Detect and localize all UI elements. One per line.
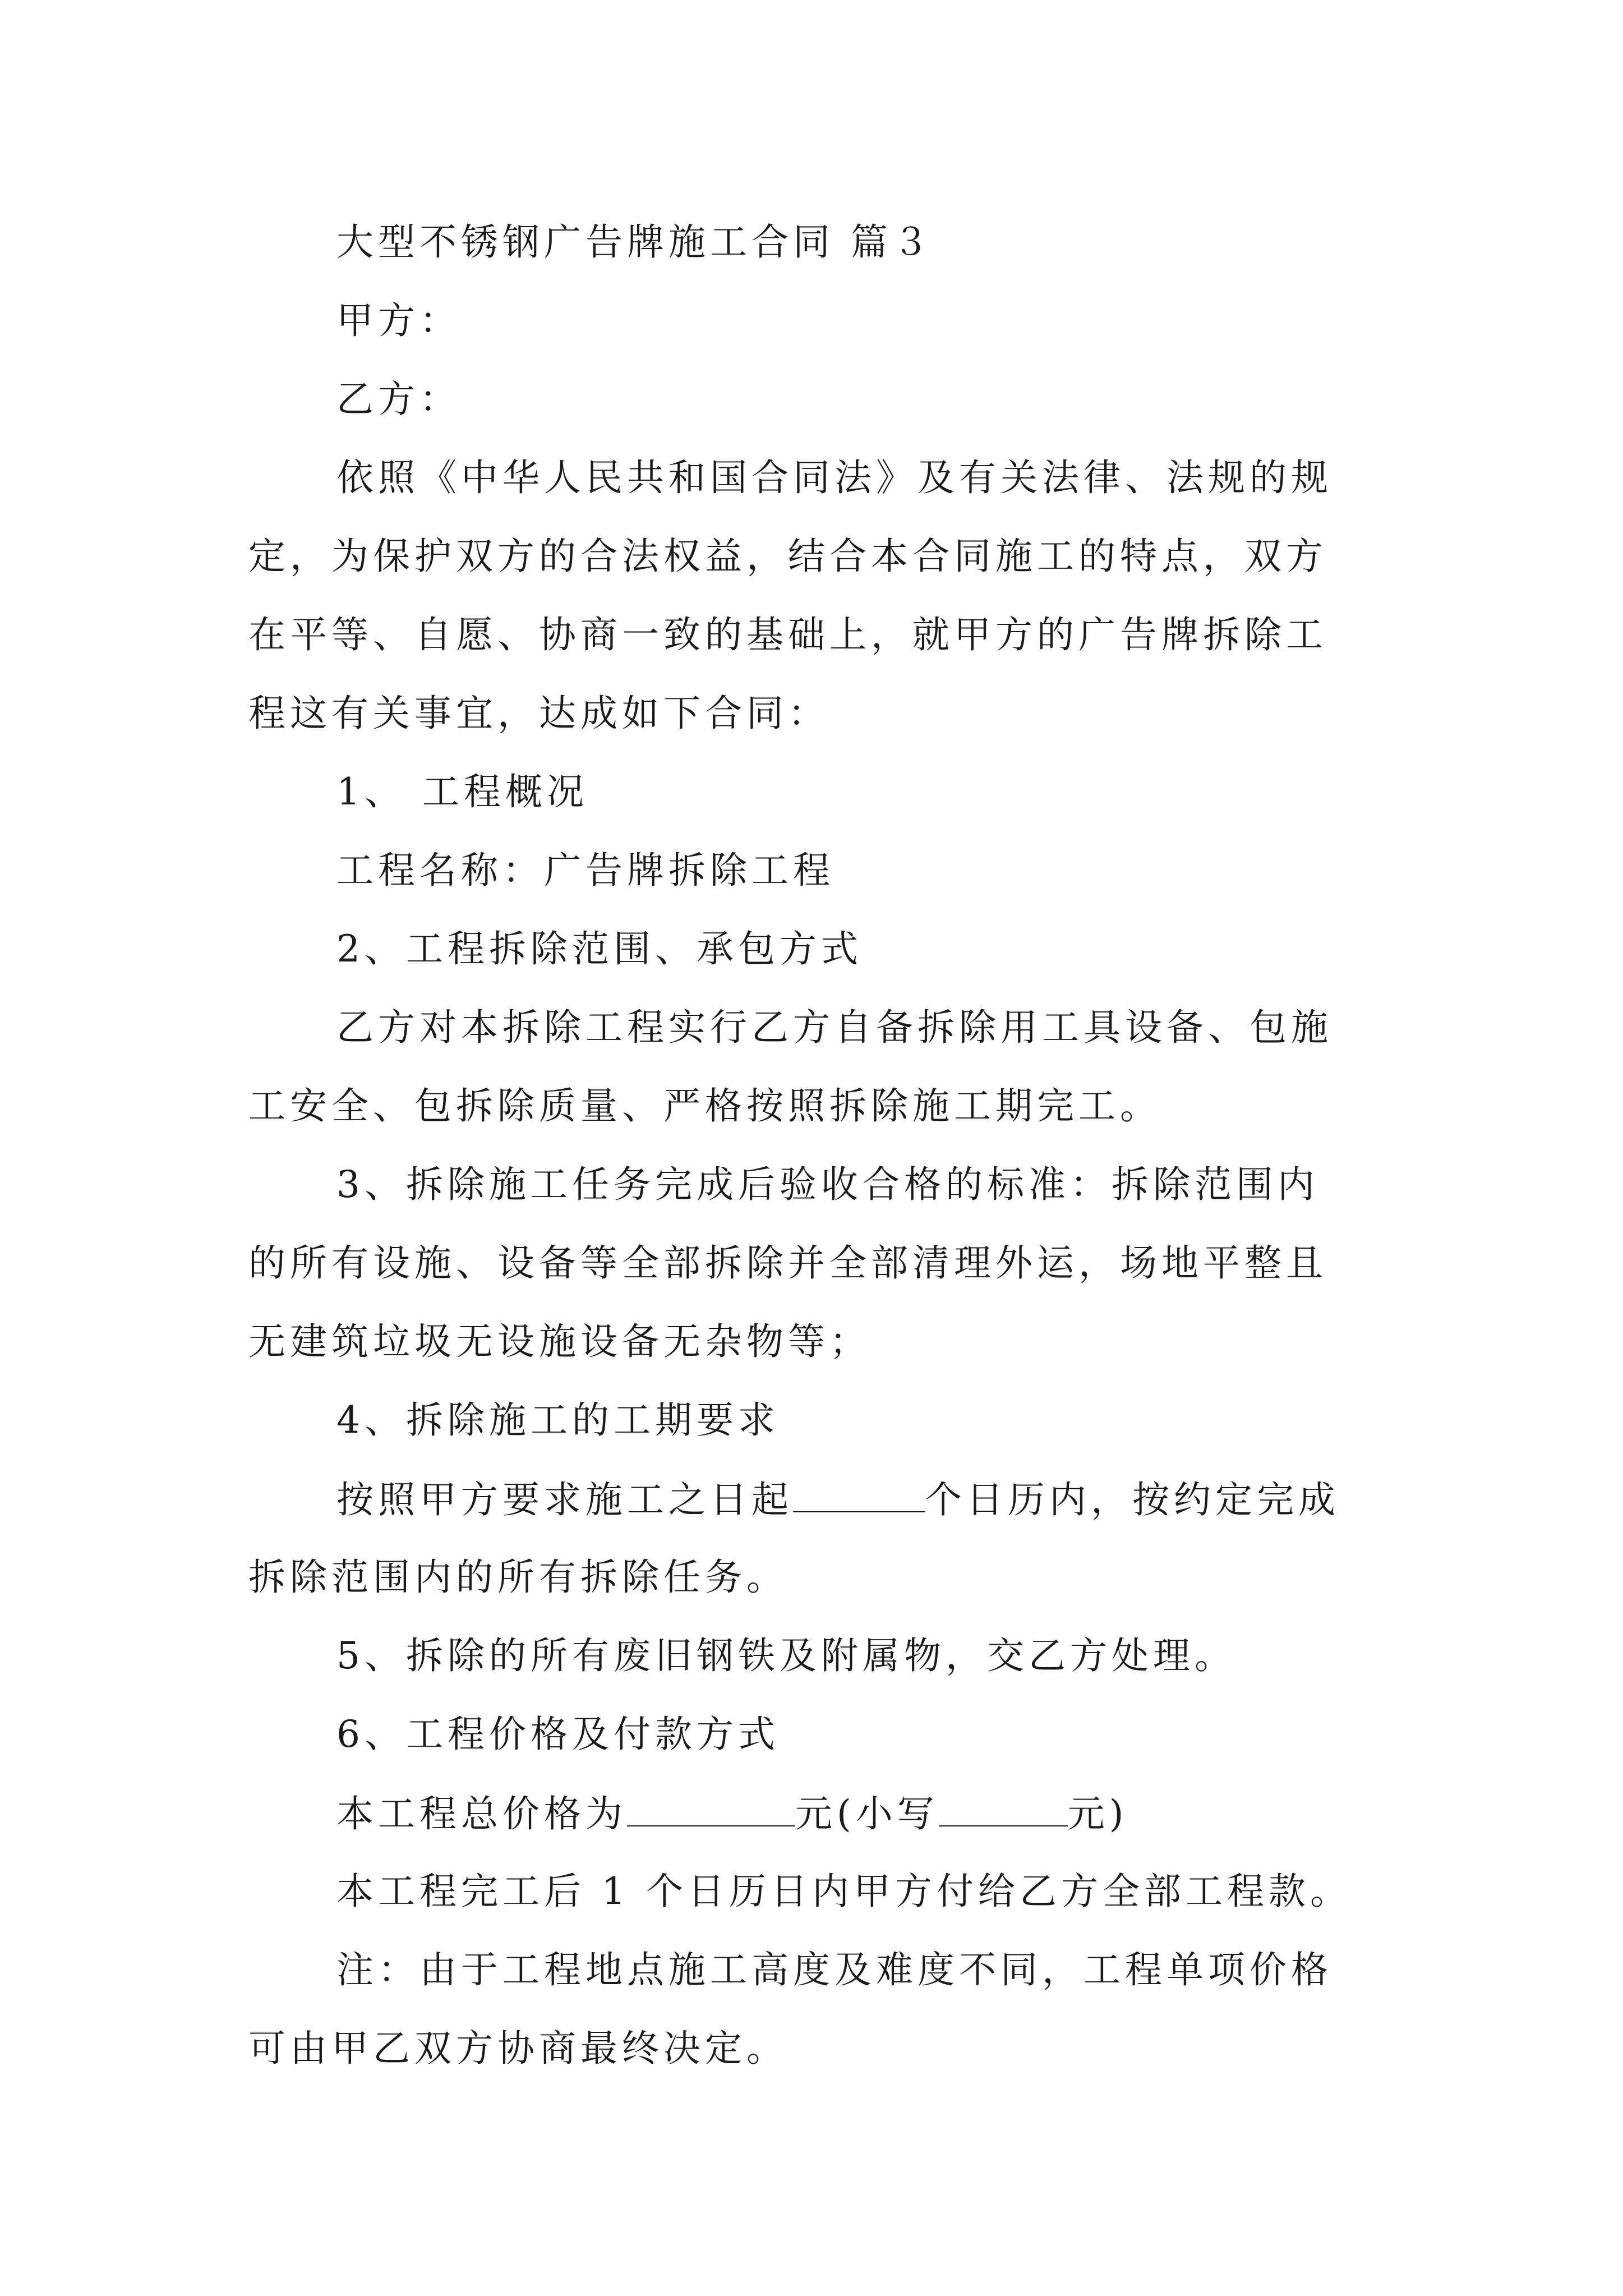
payment-terms-line: 本工程完工后 1 个日历日内甲方付给乙方全部工程款。: [336, 1870, 1352, 1913]
section-2-body-line: 乙方对本拆除工程实行乙方自备拆除用工具设备、包施: [336, 1006, 1332, 1049]
duration-text-start: 按照甲方要求施工之日起: [336, 1478, 793, 1521]
duration-blank: [793, 1476, 925, 1512]
intro-line: 程这有关事宜，达成如下合同：: [248, 692, 829, 735]
section-4-heading: 4、拆除施工的工期要求: [336, 1398, 780, 1442]
section-2-body-line: 工安全、包拆除质量、严格按照拆除施工期完工。: [248, 1084, 1161, 1128]
total-price-line: [336, 1791, 1128, 1837]
intro-line: 依照《中华人民共和国合同法》及有关法律、法规的规: [336, 456, 1332, 499]
duration-text-end: 个日历内，按约定完成: [925, 1478, 1340, 1521]
party-a-label: 甲方：: [336, 299, 461, 342]
section-6-heading: 6、工程价格及付款方式: [336, 1713, 780, 1756]
intro-line: 在平等、自愿、协商一致的基础上，就甲方的广告牌拆除工: [248, 613, 1327, 656]
section-4-duration-line: [336, 1476, 1340, 1522]
section-3-body-line: 3、拆除施工任务完成后验收合格的标准：拆除范围内: [336, 1163, 1319, 1206]
section-5-line: 5、拆除的所有废旧钢铁及附属物，交乙方处理。: [336, 1634, 1236, 1677]
lowercase-amount-label: 元(小写: [795, 1792, 939, 1835]
section-1-heading: 1、 工程概况: [336, 770, 588, 813]
party-b-label: 乙方：: [336, 378, 461, 421]
total-price-label: 本工程总价格为: [336, 1792, 627, 1835]
lowercase-amount-blank: [939, 1791, 1068, 1826]
note-line: 注：由于工程地点施工高度及难度不同，工程单项价格: [336, 1948, 1332, 1991]
document-title: 大型不锈钢广告牌施工合同 篇３: [336, 220, 934, 264]
section-3-body-line: 无建筑垃圾无设施设备无杂物等；: [248, 1320, 871, 1363]
section-3-body-line: 的所有设施、设备等全部拆除并全部清理外运，场地平整且: [248, 1241, 1327, 1285]
section-2-heading: 2、工程拆除范围、承包方式: [336, 927, 863, 970]
note-line: 可由甲乙双方协商最终决定。: [248, 2027, 788, 2070]
project-name-line: 工程名称：广告牌拆除工程: [336, 849, 834, 892]
section-4-body-line: 拆除范围内的所有拆除任务。: [248, 1556, 788, 1599]
intro-line: 定，为保护双方的合法权益，结合本合同施工的特点，双方: [248, 535, 1327, 578]
currency-unit: 元): [1067, 1792, 1128, 1835]
total-price-blank: [627, 1791, 795, 1826]
